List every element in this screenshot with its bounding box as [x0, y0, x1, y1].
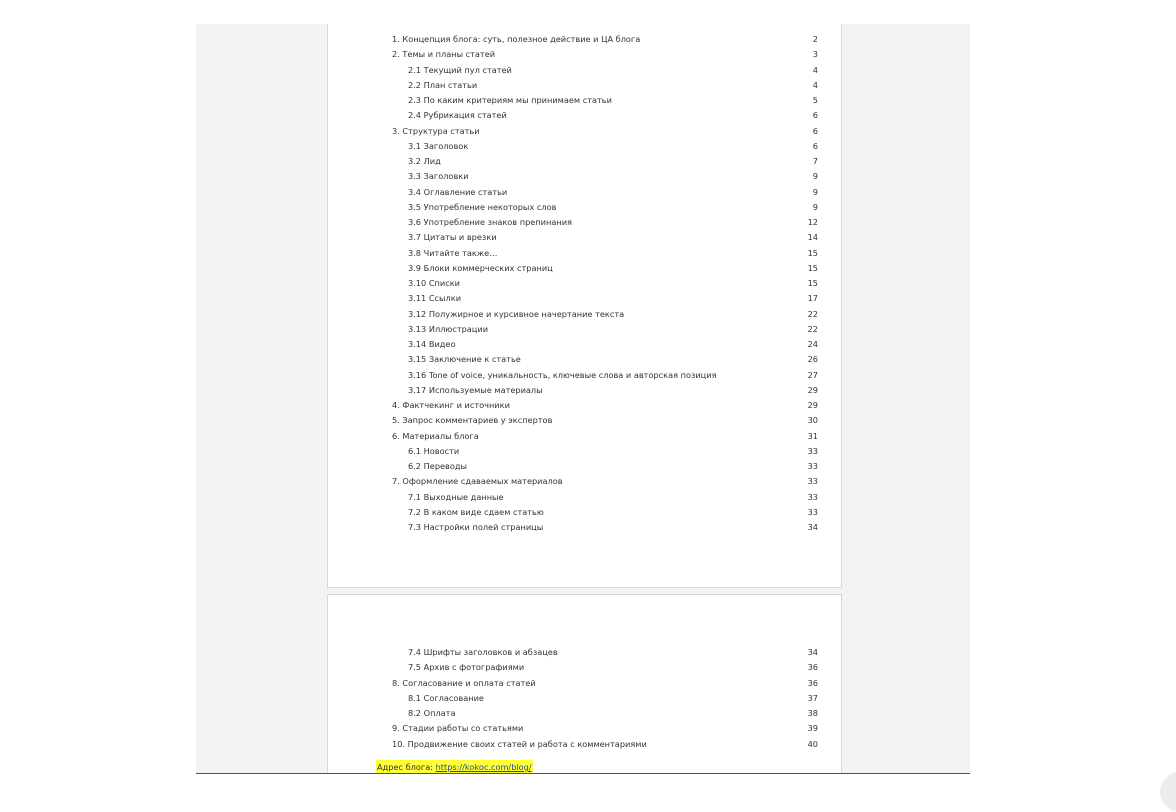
toc-entry-title: 1. Концепция блога: суть, полезное действие и ЦА блога — [392, 34, 641, 44]
toc-entry[interactable] — [408, 63, 818, 78]
toc-entry-title: 3.16 Tone of voice, уникальность, ключевые слова и авторская позиция — [408, 369, 717, 380]
toc-entry-page-number: 33 — [807, 491, 818, 502]
toc-entry-title: 6.1 Новости — [408, 445, 460, 456]
toc-entry[interactable] — [408, 139, 818, 154]
toc-entry-title: 3.8 Читайте также… — [408, 247, 498, 258]
toc-entry-page-number: 34 — [807, 522, 818, 532]
toc-entry-title: 5. Запрос комментариев у экспертов — [392, 415, 553, 426]
toc-entry-page-number: 33 — [807, 461, 818, 471]
toc-entry-page-number: 6 — [812, 125, 818, 136]
toc-entry-title: 3.11 Ссылки — [408, 293, 462, 304]
toc-entry[interactable] — [408, 459, 818, 474]
toc-entry-page-number: 33 — [807, 506, 818, 517]
toc-entry-page-number: 36 — [807, 677, 818, 688]
toc-entry-title: 3.4 Оглавление статьи — [408, 186, 508, 197]
toc-entry[interactable] — [392, 32, 818, 47]
toc-entry-title: 7. Оформление сдаваемых материалов — [392, 476, 563, 487]
toc-entry-title: 8. Согласование и оплата статей — [392, 677, 536, 688]
toc-entry[interactable] — [408, 108, 818, 123]
toc-entry[interactable] — [392, 398, 818, 413]
toc-entry[interactable] — [392, 429, 818, 444]
toc-entry-title: 3.15 Заключение к статье — [408, 354, 521, 365]
toc-entry[interactable] — [408, 169, 818, 184]
toc-entry-title: 7.3 Настройки полей страницы — [408, 522, 544, 532]
toc-entry-page-number: 24 — [807, 339, 818, 349]
toc-entry[interactable] — [408, 261, 818, 276]
toc-entry-title: 9. Стадии работы со статьями — [392, 723, 524, 734]
toc-entry[interactable] — [408, 490, 818, 505]
toc-entry[interactable] — [408, 383, 818, 398]
toc-entry-title: 8.2 Оплата — [408, 708, 456, 718]
document-canvas — [196, 24, 970, 774]
toc-entry-page-number: 36 — [807, 662, 818, 673]
toc-entry-title: 2.2 План статьи — [408, 79, 478, 90]
toc-entry[interactable] — [408, 368, 818, 383]
toc-entry[interactable] — [392, 737, 818, 752]
toc-entry[interactable] — [408, 337, 818, 352]
document-page-1 — [327, 24, 842, 588]
toc-entry-page-number: 26 — [807, 354, 818, 365]
toc-entry-title: 7.4 Шрифты заголовков и абзацев — [408, 647, 558, 657]
toc-entry-page-number: 33 — [807, 476, 818, 487]
toc-entry-title: 6.2 Переводы — [408, 461, 468, 471]
toc-entry[interactable] — [392, 47, 818, 62]
toc-entry-title: 3.7 Цитаты и врезки — [408, 232, 497, 243]
toc-entry-title: 3.13 Иллюстрации — [408, 323, 489, 334]
toc-entry-page-number: 9 — [812, 201, 818, 212]
corner-decoration — [1160, 772, 1176, 812]
toc-entry[interactable] — [408, 444, 818, 459]
toc-entry-page-number: 5 — [812, 95, 818, 105]
toc-entry-title: 7.2 В каком виде сдаем статью — [408, 506, 544, 517]
toc-entry-page-number: 38 — [807, 708, 818, 718]
toc-entry-title: 2.3 По каким критериям мы принимаем статьи — [408, 95, 612, 105]
toc-entry-page-number: 4 — [812, 64, 818, 75]
toc-entry-page-number: 29 — [807, 384, 818, 395]
toc-entry[interactable] — [408, 706, 818, 721]
toc-entry[interactable] — [408, 291, 818, 306]
toc-entry-page-number: 33 — [807, 445, 818, 456]
toc-entry-page-number: 15 — [807, 247, 818, 258]
toc-entry-page-number: 34 — [807, 647, 818, 657]
toc-entry-title: 3.9 Блоки коммерческих страниц — [408, 262, 553, 273]
toc-entry-page-number: 9 — [812, 171, 818, 182]
toc-entry[interactable] — [408, 322, 818, 337]
toc-entry-page-number: 40 — [807, 738, 818, 749]
toc-entry-page-number: 2 — [812, 34, 818, 44]
toc-entry[interactable] — [408, 520, 818, 535]
toc-entry-title: 6. Материалы блога — [392, 430, 479, 441]
toc-entry-title: 7.5 Архив с фотографиями — [408, 662, 525, 673]
toc-entry[interactable] — [408, 200, 818, 215]
blog-address-link[interactable]: https://kokoc.com/blog/ — [435, 762, 532, 772]
toc-entry-page-number: 6 — [812, 140, 818, 151]
toc-entry-page-number: 12 — [807, 217, 818, 227]
blog-address-label: Адрес блога: — [377, 762, 436, 772]
toc-entry-title: 3.2 Лид — [408, 156, 441, 166]
toc-entry-page-number: 4 — [812, 79, 818, 90]
toc-entry-page-number: 3 — [812, 49, 818, 60]
toc-entry-title: 3.12 Полужирное и курсивное начертание текста — [408, 308, 625, 319]
toc-entry[interactable] — [408, 78, 818, 93]
toc-entry[interactable] — [408, 660, 818, 675]
toc-entry-page-number: 37 — [807, 692, 818, 703]
toc-entry-title: 3.17 Используемые материалы — [408, 384, 543, 395]
toc-entry-page-number: 15 — [807, 278, 818, 288]
toc-entry-title: 2. Темы и планы статей — [392, 49, 496, 60]
toc-entry-title: 3.6 Употребление знаков препинания — [408, 217, 572, 227]
toc-entry-title: 3.3 Заголовки — [408, 171, 469, 182]
toc-entry[interactable] — [408, 645, 818, 660]
toc-entry[interactable] — [408, 185, 818, 200]
toc-entry[interactable] — [392, 721, 818, 736]
toc-entry-title: 7.1 Выходные данные — [408, 491, 504, 502]
toc-entry-page-number: 22 — [807, 308, 818, 319]
toc-entry-title: 3.10 Списки — [408, 278, 460, 288]
toc-entry-title: 3.5 Употребление некоторых слов — [408, 201, 557, 212]
toc-entry[interactable] — [408, 691, 818, 706]
toc-entry-page-number: 15 — [807, 262, 818, 273]
toc-entry[interactable] — [392, 474, 818, 489]
toc-entry-page-number: 14 — [807, 232, 818, 243]
toc-entry-page-number: 39 — [807, 723, 818, 734]
toc-entry-page-number: 30 — [807, 415, 818, 426]
blog-address-note — [376, 760, 533, 774]
toc-entry-page-number: 22 — [807, 323, 818, 334]
toc-entry[interactable] — [408, 307, 818, 322]
toc-entry-title: 2.1 Текущий пул статей — [408, 64, 512, 75]
toc-entry[interactable] — [408, 246, 818, 261]
toc-entry[interactable] — [408, 154, 818, 169]
toc-entry[interactable] — [408, 230, 818, 245]
toc-entry-title: 3. Структура статьи — [392, 125, 480, 136]
toc-entry-title: 3.14 Видео — [408, 339, 456, 349]
toc-entry[interactable] — [408, 352, 818, 367]
toc-entry-title: 3.1 Заголовок — [408, 140, 469, 151]
toc-entry[interactable] — [408, 276, 818, 291]
toc-entry-page-number: 9 — [812, 186, 818, 197]
toc-entry[interactable] — [408, 215, 818, 230]
toc-entry[interactable] — [392, 676, 818, 691]
toc-entry[interactable] — [408, 93, 818, 108]
toc-entry-title: 2.4 Рубрикация статей — [408, 110, 507, 121]
toc-entry[interactable] — [392, 124, 818, 139]
document-page-2 — [327, 594, 842, 774]
toc-entry-page-number: 6 — [812, 110, 818, 121]
toc-entry[interactable] — [392, 413, 818, 428]
toc-entry[interactable] — [408, 505, 818, 520]
toc-entry-page-number: 29 — [807, 400, 818, 410]
toc-entry-title: 10. Продвижение своих статей и работа с комментариями — [392, 738, 647, 749]
toc-entry-page-number: 27 — [807, 369, 818, 380]
toc-entry-title: 4. Фактчекинг и источники — [392, 400, 510, 410]
toc-entry-page-number: 17 — [807, 293, 818, 304]
toc-entry-page-number: 7 — [812, 156, 818, 166]
toc-entry-title: 8.1 Согласование — [408, 692, 484, 703]
toc-entry-page-number: 31 — [807, 430, 818, 441]
